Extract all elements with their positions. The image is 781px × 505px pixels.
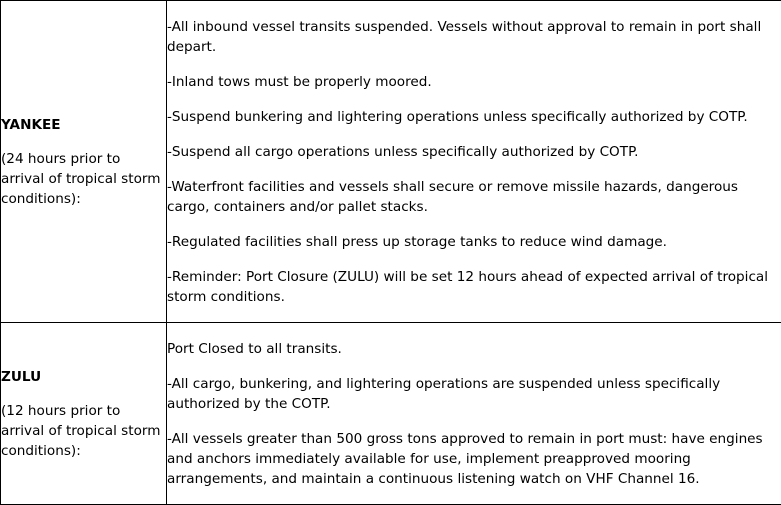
condition-requirements-cell (167, 1, 781, 323)
requirement-item: -All inbound vessel transits suspended. Vessels without approval to remain in port shall depart. (167, 17, 781, 57)
requirement-item: -All vessels greater than 500 gross tons approved to remain in port must: have engines and anchors immediately available for use, implement preapproved mooring arrangements, and maintain a continuous listening watch on VHF Channel 16. (167, 429, 781, 489)
requirement-item: -Inland tows must be properly moored. (167, 72, 781, 92)
requirement-item: -Regulated facilities shall press up storage tanks to reduce wind damage. (167, 232, 781, 252)
condition-label-cell (1, 1, 167, 323)
requirement-item: -All cargo, bunkering, and lightering operations are suspended unless specifically authorized by the COTP. (167, 374, 781, 414)
requirement-item: -Waterfront facilities and vessels shall secure or remove missile hazards, dangerous cargo, containers and/or pallet stacks. (167, 177, 781, 217)
condition-row-yankee (1, 1, 781, 323)
requirement-item: Port Closed to all transits. (167, 339, 781, 359)
condition-timing: (12 hours prior to arrival of tropical storm conditions): (1, 401, 166, 461)
condition-row-zulu (1, 323, 781, 505)
condition-name: ZULU (1, 367, 166, 387)
requirement-item: -Reminder: Port Closure (ZULU) will be set 12 hours ahead of expected arrival of tropical storm conditions. (167, 267, 781, 307)
condition-label-cell (1, 323, 167, 505)
condition-requirements-cell (167, 323, 781, 505)
condition-name: YANKEE (1, 115, 166, 135)
requirement-item: -Suspend all cargo operations unless specifically authorized by COTP. (167, 142, 781, 162)
condition-timing: (24 hours prior to arrival of tropical storm conditions): (1, 149, 166, 209)
requirement-item: -Suspend bunkering and lightering operations unless specifically authorized by COTP. (167, 107, 781, 127)
